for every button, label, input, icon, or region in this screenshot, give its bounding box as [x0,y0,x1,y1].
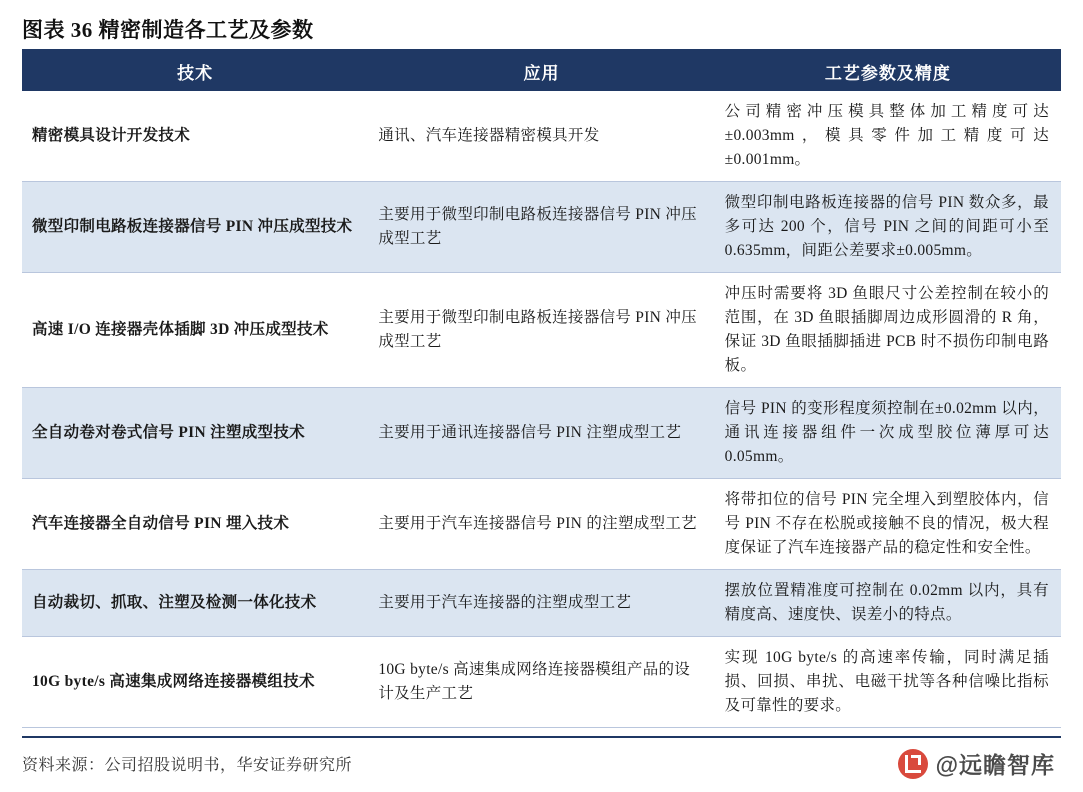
table-row [22,182,1061,273]
cell-tech: 高速 I/O 连接器壳体插脚 3D 冲压成型技术 [22,273,368,388]
table-row [22,637,1061,728]
cell-parameters: 冲压时需要将 3D 鱼眼尺寸公差控制在较小的范围，在 3D 鱼眼插脚周边成形圆滑的 R 角，保证 3D 鱼眼插脚插进 PCB 时不损伤印制电路板。 [715,273,1061,388]
table-header-row [22,52,1061,91]
table-row [22,388,1061,479]
cell-parameters: 摆放位置精准度可控制在 0.02mm 以内，具有精度高、速度快、误差小的特点。 [715,570,1061,637]
head-logo-icon [898,749,928,779]
watermark [898,747,1061,780]
cell-tech: 汽车连接器全自动信号 PIN 埋入技术 [22,479,368,570]
cell-tech: 10G byte/s 高速集成网络连接器模组技术 [22,637,368,728]
cell-parameters: 微型印制电路板连接器的信号 PIN 数众多，最多可达 200 个，信号 PIN 之间的间距可小至 0.635mm，间距公差要求±0.005mm。 [715,182,1061,273]
cell-application: 主要用于微型印制电路板连接器信号 PIN 冲压成型工艺 [368,273,714,388]
table-head [22,52,1061,91]
page-title-text: 图表 36 精密制造各工艺及参数 [22,18,314,42]
table-body [22,91,1061,728]
column-header-application: 应用 [368,52,714,91]
cell-application: 通讯、汽车连接器精密模具开发 [368,91,714,182]
cell-application: 主要用于汽车连接器的注塑成型工艺 [368,570,714,637]
cell-application: 主要用于微型印制电路板连接器信号 PIN 冲压成型工艺 [368,182,714,273]
cell-tech: 自动裁切、抓取、注塑及检测一体化技术 [22,570,368,637]
table-row [22,479,1061,570]
page-title [22,14,1061,52]
cell-application: 主要用于通讯连接器信号 PIN 注塑成型工艺 [368,388,714,479]
cell-parameters: 公司精密冲压模具整体加工精度可达±0.003mm，模具零件加工精度可达±0.001mm。 [715,91,1061,182]
source-text: 资料来源：公司招股说明书，华安证券研究所 [22,757,353,775]
cell-parameters: 信号 PIN 的变形程度须控制在±0.02mm 以内，通讯连接器组件一次成型胶位薄厚可达 0.05mm。 [715,388,1061,479]
column-header-tech: 技术 [22,52,368,91]
cell-parameters: 将带扣位的信号 PIN 完全埋入到塑胶体内，信号 PIN 不存在松脱或接触不良的情况，极大程度保证了汽车连接器产品的稳定性和安全性。 [715,479,1061,570]
cell-tech: 全自动卷对卷式信号 PIN 注塑成型技术 [22,388,368,479]
cell-tech: 微型印制电路板连接器信号 PIN 冲压成型技术 [22,182,368,273]
cell-application: 10G byte/s 高速集成网络连接器模组产品的设计及生产工艺 [368,637,714,728]
watermark-text: @远瞻智库 [935,752,1055,779]
process-parameters-table [22,52,1061,728]
cell-tech: 精密模具设计开发技术 [22,91,368,182]
table-row [22,570,1061,637]
source-row [22,736,1061,780]
cell-application: 主要用于汽车连接器信号 PIN 的注塑成型工艺 [368,479,714,570]
cell-parameters: 实现 10G byte/s 的高速率传输，同时满足插损、回损、串扰、电磁干扰等各种信噪比指标及可靠性的要求。 [715,637,1061,728]
column-header-parameters: 工艺参数及精度 [715,52,1061,91]
table-row [22,91,1061,182]
table-row [22,273,1061,388]
